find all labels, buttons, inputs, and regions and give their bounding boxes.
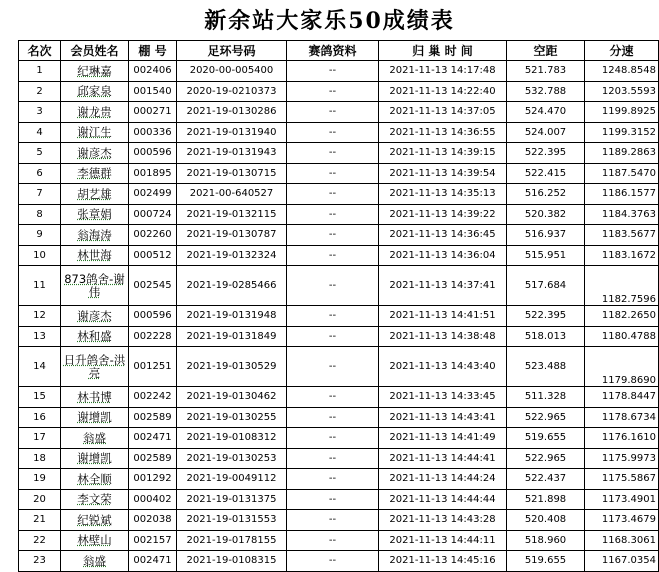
member-name-cell: 邱家泉 [61,81,129,102]
rank-cell: 21 [19,510,61,531]
rank-cell: 17 [19,428,61,449]
rank-cell: 1 [19,61,61,82]
rank-cell: 19 [19,469,61,490]
pigeon-info-cell: -- [287,184,379,205]
ring-number-cell: 2021-19-0131375 [177,489,287,510]
rank-cell: 5 [19,143,61,164]
loft-number-cell: 000724 [129,204,177,225]
speed-cell: 1175.9973 [585,448,659,469]
table-row [19,551,659,572]
member-name-cell: 李文荣 [61,489,129,510]
distance-cell: 521.898 [507,489,585,510]
results-body [19,61,659,572]
distance-cell: 518.013 [507,326,585,347]
rank-cell: 11 [19,266,61,306]
pigeon-info-cell: -- [287,530,379,551]
table-row [19,81,659,102]
rank-cell: 20 [19,489,61,510]
speed-cell: 1182.2650 [585,306,659,327]
distance-cell: 517.684 [507,266,585,306]
speed-cell: 1178.6734 [585,407,659,428]
table-row [19,225,659,246]
table-row [19,306,659,327]
loft-number-cell: 000512 [129,245,177,266]
ring-number-cell: 2021-19-0131943 [177,143,287,164]
loft-number-cell: 001540 [129,81,177,102]
rank-cell: 4 [19,122,61,143]
ring-number-cell: 2021-19-0130462 [177,387,287,408]
arrival-time-cell: 2021-11-13 14:36:55 [379,122,507,143]
table-row [19,510,659,531]
speed-cell: 1203.5593 [585,81,659,102]
member-name-cell: 林世海 [61,245,129,266]
pigeon-info-cell: -- [287,510,379,531]
member-name-cell: 谢江生 [61,122,129,143]
ring-number-cell: 2021-19-0131553 [177,510,287,531]
pigeon-info-cell: -- [287,326,379,347]
rank-cell: 23 [19,551,61,572]
loft-number-cell: 001895 [129,163,177,184]
arrival-time-cell: 2021-11-13 14:43:40 [379,347,507,387]
member-name-cell: 林书博 [61,387,129,408]
arrival-time-cell: 2021-11-13 14:41:51 [379,306,507,327]
pigeon-info-cell: -- [287,306,379,327]
member-name-cell: 谢彦杰 [61,143,129,164]
distance-cell: 516.937 [507,225,585,246]
table-row [19,407,659,428]
table-row [19,489,659,510]
speed-cell: 1173.4679 [585,510,659,531]
speed-cell: 1248.8548 [585,61,659,82]
arrival-time-cell: 2021-11-13 14:33:45 [379,387,507,408]
distance-cell: 520.382 [507,204,585,225]
pigeon-info-cell: -- [287,428,379,449]
table-row [19,326,659,347]
rank-cell: 15 [19,387,61,408]
rank-cell: 9 [19,225,61,246]
distance-cell: 532.788 [507,81,585,102]
member-name-cell: 林和盛 [61,326,129,347]
col-header-name: 会员姓名 [61,41,129,61]
loft-number-cell: 001251 [129,347,177,387]
col-header-distance: 空距 [507,41,585,61]
speed-cell: 1183.5677 [585,225,659,246]
pigeon-info-cell: -- [287,225,379,246]
speed-cell: 1179.8690 [585,347,659,387]
table-row [19,102,659,123]
col-header-loft: 棚 号 [129,41,177,61]
loft-number-cell: 002589 [129,407,177,428]
pigeon-info-cell: -- [287,387,379,408]
ring-number-cell: 2021-19-0130286 [177,102,287,123]
member-name-cell: 翁盛 [61,551,129,572]
loft-number-cell: 002545 [129,266,177,306]
ring-number-cell: 2021-19-0131948 [177,306,287,327]
distance-cell: 519.655 [507,551,585,572]
rank-cell: 16 [19,407,61,428]
header-row [19,41,659,61]
ring-number-cell: 2021-19-0130255 [177,407,287,428]
distance-cell: 522.415 [507,163,585,184]
pigeon-info-cell: -- [287,448,379,469]
pigeon-info-cell: -- [287,407,379,428]
loft-number-cell: 002038 [129,510,177,531]
arrival-time-cell: 2021-11-13 14:38:48 [379,326,507,347]
arrival-time-cell: 2021-11-13 14:43:41 [379,407,507,428]
speed-cell: 1176.1610 [585,428,659,449]
speed-cell: 1184.3763 [585,204,659,225]
loft-number-cell: 002406 [129,61,177,82]
ring-number-cell: 2021-19-0131849 [177,326,287,347]
rank-cell: 10 [19,245,61,266]
sheet-title: 新余站大家乐50成绩表 [204,8,455,34]
distance-cell: 522.395 [507,143,585,164]
member-name-cell: 谢增凯 [61,448,129,469]
col-header-time: 归 巢 时 间 [379,41,507,61]
member-name-cell: 纪锐斌 [61,510,129,531]
ring-number-cell: 2021-19-0130787 [177,225,287,246]
rank-cell: 13 [19,326,61,347]
speed-cell: 1178.8447 [585,387,659,408]
ring-number-cell: 2021-19-0132324 [177,245,287,266]
loft-number-cell: 002228 [129,326,177,347]
table-row [19,163,659,184]
loft-number-cell: 000336 [129,122,177,143]
table-row [19,204,659,225]
table-row [19,143,659,164]
distance-cell: 518.960 [507,530,585,551]
ring-number-cell: 2021-00-640527 [177,184,287,205]
table-row [19,61,659,82]
col-header-speed: 分速 [585,41,659,61]
col-header-info: 赛鸽资料 [287,41,379,61]
rank-cell: 18 [19,448,61,469]
arrival-time-cell: 2021-11-13 14:17:48 [379,61,507,82]
table-row [19,469,659,490]
arrival-time-cell: 2021-11-13 14:37:41 [379,266,507,306]
speed-cell: 1186.1577 [585,184,659,205]
speed-cell: 1182.7596 [585,266,659,306]
pigeon-info-cell: -- [287,469,379,490]
arrival-time-cell: 2021-11-13 14:43:28 [379,510,507,531]
arrival-time-cell: 2021-11-13 14:35:13 [379,184,507,205]
loft-number-cell: 000596 [129,306,177,327]
ring-number-cell: 2021-19-0132115 [177,204,287,225]
table-row [19,266,659,306]
table-row [19,387,659,408]
distance-cell: 522.965 [507,448,585,469]
table-row [19,530,659,551]
speed-cell: 1175.5867 [585,469,659,490]
loft-number-cell: 002471 [129,428,177,449]
pigeon-info-cell: -- [287,245,379,266]
rank-cell: 12 [19,306,61,327]
arrival-time-cell: 2021-11-13 14:36:45 [379,225,507,246]
loft-number-cell: 002471 [129,551,177,572]
arrival-time-cell: 2021-11-13 14:41:49 [379,428,507,449]
col-header-rank: 名次 [19,41,61,61]
arrival-time-cell: 2021-11-13 14:36:04 [379,245,507,266]
member-name-cell: 张章娟 [61,204,129,225]
ring-number-cell: 2021-19-0049112 [177,469,287,490]
table-row [19,245,659,266]
speed-cell: 1199.8925 [585,102,659,123]
speed-cell: 1173.4901 [585,489,659,510]
speed-cell: 1180.4788 [585,326,659,347]
pigeon-info-cell: -- [287,266,379,306]
member-name-cell: 林壁山 [61,530,129,551]
distance-cell: 520.408 [507,510,585,531]
ring-number-cell: 2021-19-0130253 [177,448,287,469]
pigeon-info-cell: -- [287,102,379,123]
pigeon-info-cell: -- [287,61,379,82]
pigeon-info-cell: -- [287,347,379,387]
member-name-cell: 纪琳嘉 [61,61,129,82]
distance-cell: 515.951 [507,245,585,266]
results-table [18,40,659,572]
arrival-time-cell: 2021-11-13 14:39:22 [379,204,507,225]
arrival-time-cell: 2021-11-13 14:44:24 [379,469,507,490]
distance-cell: 522.437 [507,469,585,490]
speed-cell: 1189.2863 [585,143,659,164]
speed-cell: 1187.5470 [585,163,659,184]
loft-number-cell: 000596 [129,143,177,164]
member-name-cell: 谢增凯 [61,407,129,428]
member-name-cell: 翁海涛 [61,225,129,246]
loft-number-cell: 000271 [129,102,177,123]
speed-cell: 1168.3061 [585,530,659,551]
arrival-time-cell: 2021-11-13 14:44:41 [379,448,507,469]
member-name-cell: 李德群 [61,163,129,184]
distance-cell: 524.007 [507,122,585,143]
ring-number-cell: 2020-19-0210373 [177,81,287,102]
rank-cell: 7 [19,184,61,205]
distance-cell: 516.252 [507,184,585,205]
rank-cell: 14 [19,347,61,387]
rank-cell: 2 [19,81,61,102]
distance-cell: 519.655 [507,428,585,449]
speed-cell: 1167.0354 [585,551,659,572]
ring-number-cell: 2021-19-0130715 [177,163,287,184]
member-name-cell: 林全顺 [61,469,129,490]
loft-number-cell: 002499 [129,184,177,205]
rank-cell: 8 [19,204,61,225]
arrival-time-cell: 2021-11-13 14:39:15 [379,143,507,164]
arrival-time-cell: 2021-11-13 14:22:40 [379,81,507,102]
arrival-time-cell: 2021-11-13 14:39:54 [379,163,507,184]
arrival-time-cell: 2021-11-13 14:37:05 [379,102,507,123]
member-name-cell: 翁盛 [61,428,129,449]
rank-cell: 3 [19,102,61,123]
pigeon-info-cell: -- [287,81,379,102]
pigeon-info-cell: -- [287,143,379,164]
ring-number-cell: 2021-19-0131940 [177,122,287,143]
member-name-cell: 873鸽舍-谢伟 [61,266,129,306]
member-name-cell: 谢彦杰 [61,306,129,327]
arrival-time-cell: 2021-11-13 14:44:44 [379,489,507,510]
distance-cell: 522.395 [507,306,585,327]
loft-number-cell: 002157 [129,530,177,551]
distance-cell: 524.470 [507,102,585,123]
loft-number-cell: 000402 [129,489,177,510]
table-row [19,122,659,143]
table-row [19,347,659,387]
table-row [19,184,659,205]
col-header-ring: 足环号码 [177,41,287,61]
loft-number-cell: 002260 [129,225,177,246]
speed-cell: 1199.3152 [585,122,659,143]
ring-number-cell: 2021-19-0108315 [177,551,287,572]
ring-number-cell: 2021-19-0108312 [177,428,287,449]
table-row [19,428,659,449]
loft-number-cell: 002242 [129,387,177,408]
distance-cell: 511.328 [507,387,585,408]
ring-number-cell: 2021-19-0130529 [177,347,287,387]
distance-cell: 522.965 [507,407,585,428]
arrival-time-cell: 2021-11-13 14:44:11 [379,530,507,551]
pigeon-info-cell: -- [287,551,379,572]
table-row [19,448,659,469]
member-name-cell: 胡艺雄 [61,184,129,205]
distance-cell: 521.783 [507,61,585,82]
pigeon-info-cell: -- [287,489,379,510]
rank-cell: 6 [19,163,61,184]
loft-number-cell: 002589 [129,448,177,469]
arrival-time-cell: 2021-11-13 14:45:16 [379,551,507,572]
pigeon-info-cell: -- [287,122,379,143]
rank-cell: 22 [19,530,61,551]
loft-number-cell: 001292 [129,469,177,490]
speed-cell: 1183.1672 [585,245,659,266]
ring-number-cell: 2021-19-0178155 [177,530,287,551]
ring-number-cell: 2021-19-0285466 [177,266,287,306]
pigeon-info-cell: -- [287,163,379,184]
ring-number-cell: 2020-00-005400 [177,61,287,82]
pigeon-info-cell: -- [287,204,379,225]
member-name-cell: 谢龙贵 [61,102,129,123]
member-name-cell: 日升鸽舍-洪亮 [61,347,129,387]
distance-cell: 523.488 [507,347,585,387]
